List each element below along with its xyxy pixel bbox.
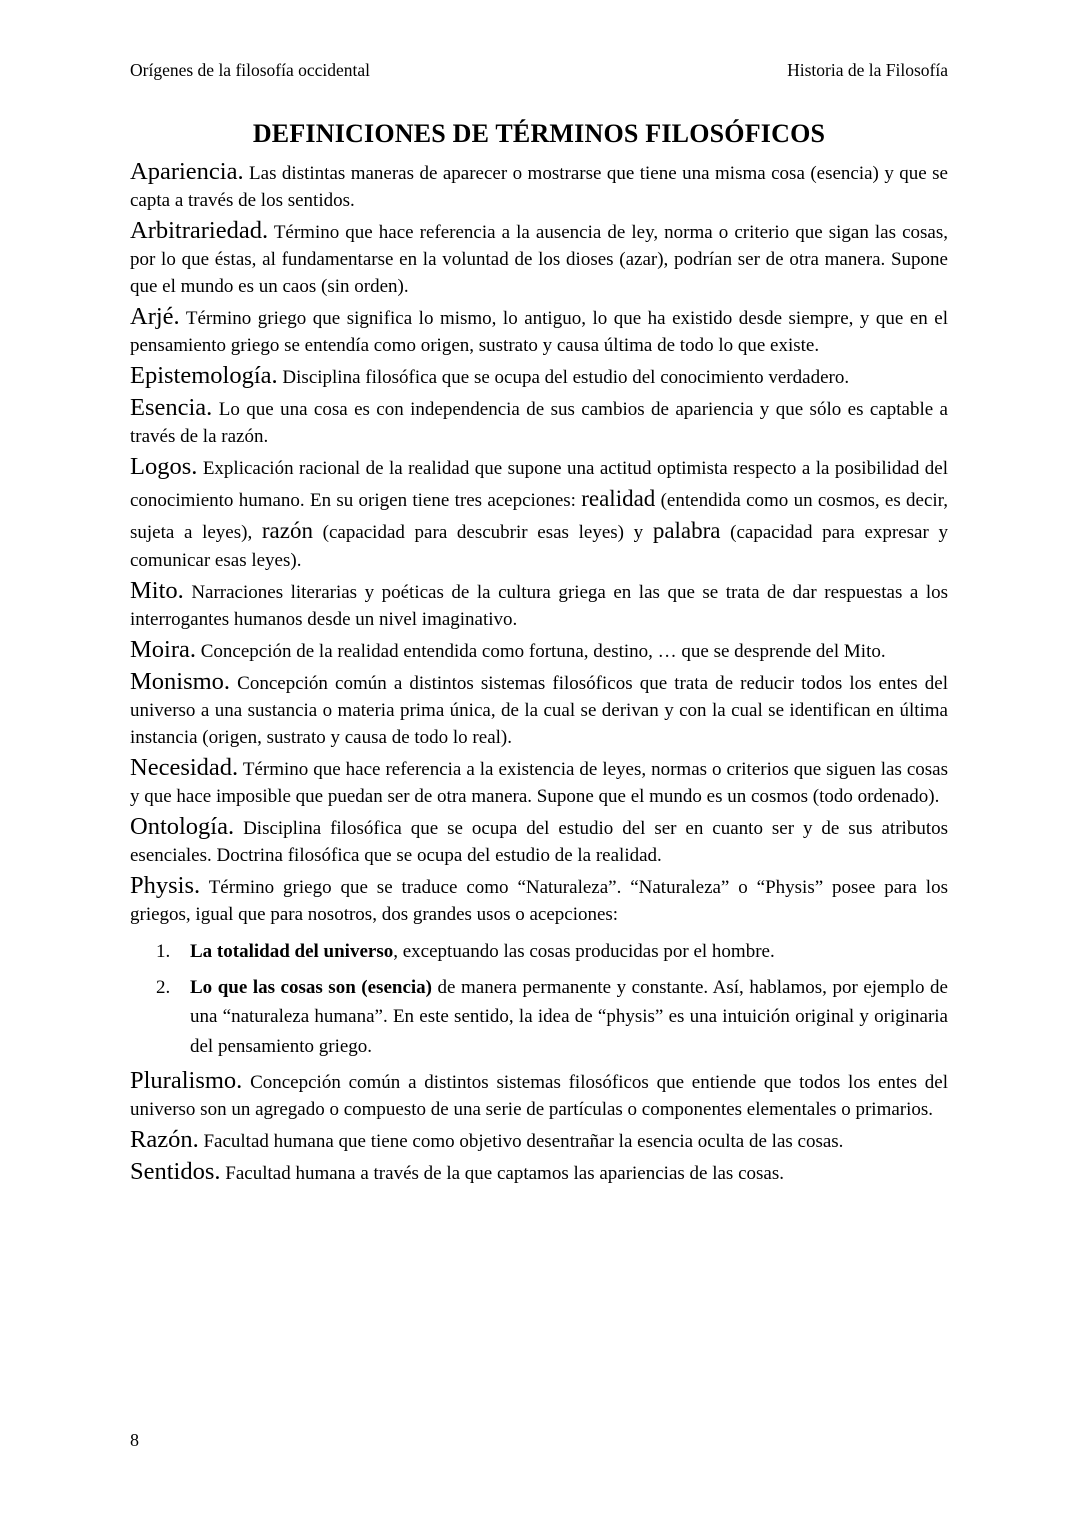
term: Logos. (130, 452, 198, 480)
emphasized-word: palabra (652, 518, 721, 544)
list-number: 1. (156, 940, 171, 962)
definition-text: Explicación racional de la realidad que supone una actitud optimista respecto a la posibilidad del conocimiento humano. En su origen tiene tres acepciones: (130, 457, 948, 511)
definition-entry-necesidad (130, 755, 948, 811)
definition-text: Facultad humana que tiene como objetivo desentrañar la esencia oculta de las cosas. (203, 1131, 844, 1153)
definition-entry-ontologia (130, 814, 948, 870)
definition-entry-mito (130, 578, 948, 634)
term: Arjé. (130, 302, 180, 330)
emphasized-word: realidad (581, 485, 656, 511)
definition-text: Disciplina filosófica que se ocupa del estudio del conocimiento verdadero. (282, 366, 850, 388)
definition-text: Término griego que significa lo mismo, lo antiguo, lo que ha existido desde siempre, y que en el pensamiento griego se entendía como origen, sustrato y causa última de todo lo que existe. (130, 307, 948, 356)
term: Razón. (130, 1126, 199, 1154)
definition-text: (entendida como un cosmos, es decir, sujeta a leyes), (130, 489, 949, 544)
definition-entry-physis (130, 873, 948, 929)
definition-entry-moira (130, 637, 948, 666)
list-item (130, 937, 948, 966)
term: Epistemología. (130, 361, 278, 389)
definition-entry-razon (130, 1127, 948, 1156)
list-number: 2. (156, 977, 171, 998)
definition-text: (capacidad para descubrir esas leyes) y (312, 522, 653, 544)
definition-text: Narraciones literarias y poéticas de la cultura griega en las que se trata de dar respuestas a los interrogantes humanos desde un nivel imaginativo. (130, 581, 948, 630)
header-right: Historia de la Filosofía (787, 60, 948, 80)
term: Esencia. (130, 393, 213, 421)
definition-entry-apariencia (130, 159, 948, 215)
term: Pluralismo. (130, 1067, 243, 1095)
emphasized-word: razón (261, 518, 313, 544)
definition-text: Disciplina filosófica que se ocupa del estudio del ser en cuanto ser y de sus atributos esenciales. Doctrina filosófica que se ocupa del estudio de la realidad. (130, 817, 948, 866)
definition-text: Término que hace referencia a la ausencia de ley, norma o criterio que sigan las cosas, por lo que éstas, al fundamentarse en la voluntad de los dioses (azar), podrían ser de otra manera. Supone que el mundo es un caos (sin orden). (130, 221, 948, 297)
term: Physis. (130, 871, 201, 899)
definition-entry-logos (130, 454, 948, 575)
list-item-text: de manera permanente y constante. Así, hablamos, por ejemplo de una “naturaleza humana”. En este sentido, la idea de “physis” es una intuición original y originaria del pensamiento griego. (190, 977, 948, 1057)
term: Sentidos. (130, 1158, 221, 1186)
term: Moira. (130, 635, 196, 663)
list-item-text: , exceptuando las cosas producidas por el hombre. (393, 940, 775, 962)
definition-text: Concepción común a distintos sistemas filosóficos que entiende que todos los entes del universo son un agregado o compuesto de una serie de partículas o componentes elementales o primarios. (130, 1072, 949, 1121)
list-item-lead: Lo que las cosas son (esencia) (190, 977, 432, 998)
definition-text: Las distintas maneras de aparecer o mostrarse que tiene una misma cosa (esencia) y que se capta a través de los sentidos. (130, 163, 948, 211)
physis-numbered-list (130, 937, 948, 1062)
page-title: DEFINICIONES DE TÉRMINOS FILOSÓFICOS (252, 119, 826, 148)
list-item (130, 973, 948, 1061)
definition-entry-epistemologia (130, 363, 948, 392)
definition-text: Término que hace referencia a la existencia de leyes, normas o criterios que siguen las cosas y que hace imposible que puedan ser de otra manera. Supone que el mundo es un cosmos (todo ordenado). (130, 758, 948, 807)
page-header (130, 60, 948, 81)
list-item-lead: La totalidad del universo (190, 940, 394, 962)
definition-text: Facultad humana a través de la que captamos las apariencias de las cosas. (225, 1163, 784, 1185)
definition-text: Concepción común a distintos sistemas filosóficos que trata de reducir todos los entes del universo a una sustancia o materia prima única, de la cual se derivan y con la cual se identifican en última instancia (origen, sustrato y causa de todo lo real). (130, 672, 948, 748)
term: Arbitrariedad. (130, 216, 269, 244)
definition-text: (capacidad para expresar y comunicar esas leyes). (130, 522, 948, 571)
term: Necesidad. (130, 753, 239, 781)
header-left: Orígenes de la filosofía occidental (130, 60, 371, 80)
definition-text: Concepción de la realidad entendida como fortuna, destino, … que se desprende del Mito. (200, 640, 886, 662)
term: Mito. (130, 576, 184, 604)
definition-entry-arje (130, 304, 948, 360)
definition-entry-arbitrariedad (130, 218, 948, 301)
definition-text: Lo que una cosa es con independencia de sus cambios de apariencia y que sólo es captable a través de la razón. (130, 398, 948, 447)
term: Monismo. (130, 667, 231, 695)
term: Ontología. (130, 812, 235, 840)
definition-entry-pluralismo (130, 1068, 948, 1124)
page-number: 8 (130, 1430, 139, 1450)
definition-entry-esencia (130, 395, 948, 451)
definition-entry-sentidos (130, 1159, 948, 1188)
definition-text: Término griego que se traduce como “Naturaleza”. “Naturaleza” o “Physis” posee para los griegos, igual que para nosotros, dos grandes usos o acepciones: (130, 876, 948, 925)
term: Apariencia. (130, 158, 244, 185)
definition-entry-monismo (130, 669, 948, 752)
